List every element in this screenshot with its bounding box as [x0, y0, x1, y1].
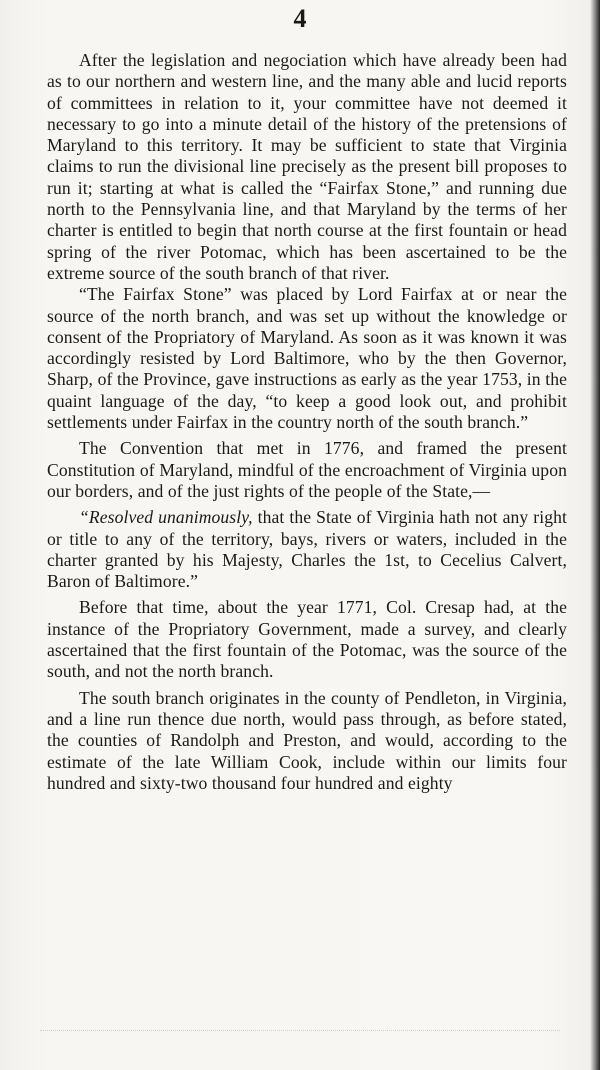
resolution-heading: “Resolved unanimously,	[79, 507, 253, 528]
resolution-text: that the State of Virginia hath not any right or title to any of the territory, bays, rivers or waters, included in the charter granted by his Majesty, Charles the 1st, to Cecelius Calvert, Baron of Baltimore.”	[47, 507, 567, 592]
paragraph-1: After the legislation and negociation which have already been had as to our northern and western line, and the many able and lucid reports of committees in relation to it, your committee have not deemed it necessary to go into a minute detail of the history of the pretensions of Maryland to this territory. It may be sufficient to state that Virginia claims to run the divisional line precisely as the present bill proposes to run it; starting at what is called the “Fairfax Stone,” and running due north to the Pennsylvania line, and that Maryland by the terms of her charter is entitled to begin that north course at the first fountain or head spring of the river Potomac, which has been ascertained to be the extreme source of the south branch of that river.	[47, 50, 567, 283]
scan-noise-line	[40, 1030, 560, 1041]
paragraph-3: The Convention that met in 1776, and framed the present Constitution of Maryland, mindful of the encroachment of Virginia upon our borders, and of the just rights of the people of the State,—	[47, 438, 567, 501]
paragraph-2: “The Fairfax Stone” was placed by Lord Fairfax at or near the source of the north branch, and was set up without the knowledge or consent of the Propriatory of Maryland. As soon as it was known it was accordingly resisted by Lord Baltimore, who by the then Governor, Sharp, of the Province, gave instructions as early as the year 1753, in the quaint language of the day, “to keep a good look out, and prohibit settlements under Fairfax in the country north of the south branch.”	[47, 284, 567, 433]
paragraph-5: The south branch originates in the county of Pendleton, in Virginia, and a line run thence due north, would pass through, as before stated, the counties of Randolph and Preston, and would, according to the estimate of the late William Cook, include within our limits four hundred and sixty-two thousand four hundred and eighty	[47, 687, 567, 793]
document-body	[47, 50, 567, 794]
paragraph-4: Before that time, about the year 1771, Col. Cresap had, at the instance of the Propriatory Government, made a survey, and clearly ascertained that the first fountain of the Potomac, was the source of the south, and not the north branch.	[47, 597, 567, 682]
page-number: 4	[293, 4, 307, 33]
page-edge-shadow	[590, 0, 600, 1070]
resolution-paragraph	[47, 507, 567, 592]
